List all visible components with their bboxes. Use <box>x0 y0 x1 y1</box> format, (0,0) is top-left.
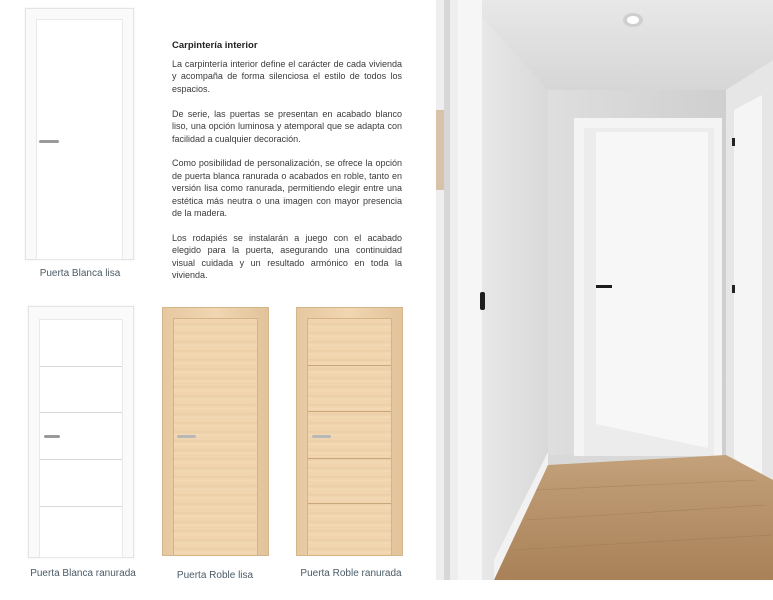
door-latch-icon <box>480 292 485 310</box>
door-groove <box>40 506 122 507</box>
article-paragraph: Como posibilidad de personalización, se ofrece la opción de puerta blanca ranurada o acabados en roble, tanto en versión lisa como ranurada, permitiendo elegir entre una estética más neutra o una imagen con mayor presencia de la madera. <box>172 158 402 219</box>
article <box>172 40 402 294</box>
hallway-illustration <box>436 0 773 580</box>
article-paragraph: La carpintería interior define el carácter de cada vivienda y acompaña de forma silenciosa el estilo de todos los espacios. <box>172 59 402 94</box>
door-groove <box>40 412 122 413</box>
door-groove <box>40 459 122 460</box>
door-caption: Puerta Roble ranurada <box>300 568 402 579</box>
article-paragraph: De serie, las puertas se presentan en acabado blanco liso, una opción luminosa y atemporal que se adapta con facilidad a cualquier decoración. <box>172 108 402 144</box>
oak-plain-door <box>162 307 269 556</box>
article-paragraph: Los rodapiés se instalarán a juego con el acabado elegido para la puerta, asegurando una continuidad visual cuidada y un resultado armónico en toda la vivienda. <box>172 232 402 281</box>
oak-grooved-door <box>296 307 403 556</box>
door-caption: Puerta Blanca lisa <box>39 268 121 279</box>
white-plain-door <box>25 8 134 260</box>
white-grooved-door <box>28 306 134 558</box>
door-leaf <box>39 319 123 558</box>
door-handle-icon <box>44 435 60 438</box>
door-groove <box>308 503 391 504</box>
door-caption: Puerta Roble lisa <box>176 570 254 581</box>
door-groove <box>40 366 122 367</box>
door-groove <box>308 411 391 412</box>
hallway-photo <box>436 0 773 580</box>
door-handle-icon <box>39 140 59 143</box>
door-groove <box>308 365 391 366</box>
door-handle-icon <box>177 435 196 438</box>
door-handle-icon <box>312 435 331 438</box>
door-handle-icon <box>596 285 612 288</box>
article-heading: Carpintería interior <box>172 40 258 51</box>
door-groove <box>308 458 391 459</box>
door-caption: Puerta Blanca ranurada <box>30 568 136 579</box>
